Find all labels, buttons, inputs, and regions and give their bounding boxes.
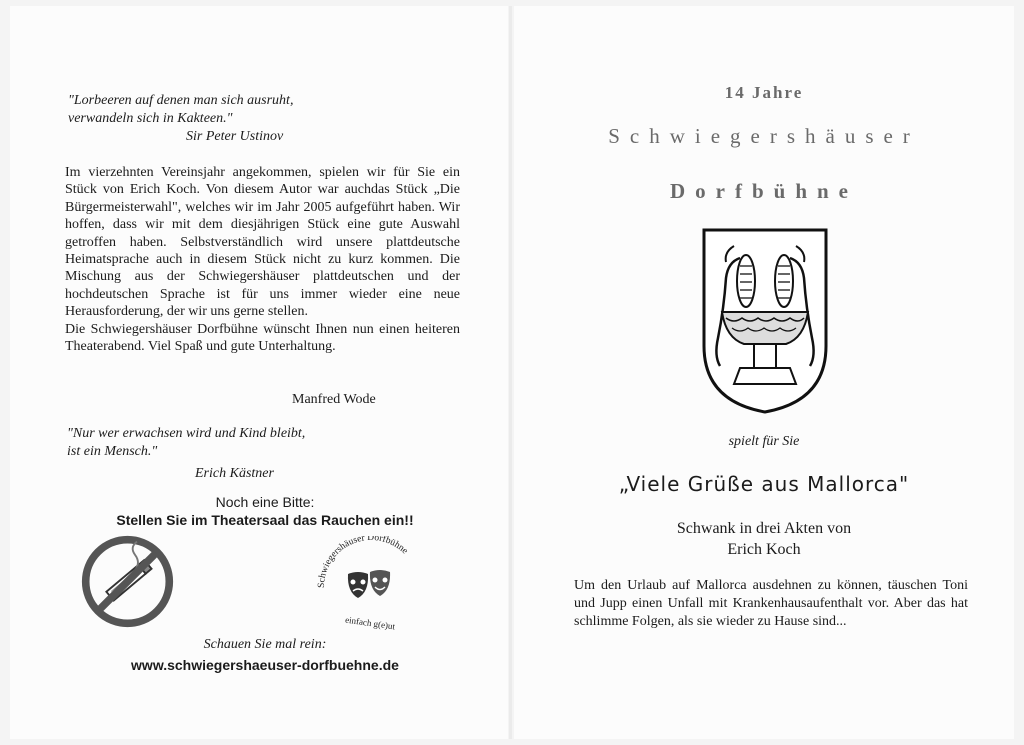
quote1-line2: verwandeln sich in Kakteen."	[68, 111, 233, 126]
quote2-author: Erich Kästner	[195, 466, 274, 481]
quote1-author: Sir Peter Ustinov	[186, 129, 284, 144]
page-fold	[509, 6, 512, 739]
subtitle-line1: Schwank in drei Akten von	[676, 520, 852, 537]
quote1-line1: "Lorbeeren auf denen man sich ausruht,	[68, 93, 294, 108]
quote-ustinov	[68, 92, 368, 146]
logo-arc-text: Schwiegershäuser Dorfbühne	[316, 536, 410, 589]
club-logo	[310, 536, 430, 636]
signature: Manfred Wode	[292, 392, 376, 407]
coat-of-arms-icon	[700, 226, 830, 416]
anniversary-years: 14 Jahre	[724, 83, 804, 102]
logo-motto: einfach g(e)ut	[344, 614, 396, 632]
play-subtitle	[514, 518, 1014, 560]
intro-paragraph-2: Die Schwiegershäuser Dorfbühne wünscht Ihnen nun einen heiteren Theaterabend. Viel Spaß und gute Unterhaltung.	[65, 321, 460, 355]
subtitle-line2: Erich Koch	[727, 541, 801, 558]
play-title: „Viele Grüße aus Mallorca"	[618, 472, 910, 496]
right-page	[514, 6, 1014, 739]
troupe-name-line1: Schwiegershäuser	[608, 124, 920, 148]
website-block	[40, 637, 490, 673]
request-line2: Stellen Sie im Theatersaal das Rauchen ein!!	[116, 512, 414, 528]
request-line1: Noch eine Bitte:	[215, 494, 315, 510]
troupe-name-line2: Dorfbühne	[669, 179, 859, 203]
quote2-line2: ist ein Mensch."	[67, 444, 158, 459]
presents-line: spielt für Sie	[728, 434, 800, 449]
website-link[interactable]: www.schwiegershaeuser-dorfbuehne.de	[131, 657, 399, 673]
visit-line: Schauen Sie mal rein:	[203, 637, 327, 652]
play-synopsis: Um den Urlaub auf Mallorca ausdehnen zu können, täuschen Toni und Jupp einen Unfall mit Krankenhausaufenthalt vor. Aber das hat schlimme Folgen, als sie wieder zu Hause sind...	[574, 578, 968, 629]
no-smoking-icon	[80, 534, 175, 629]
left-page	[10, 6, 508, 739]
smoking-request	[40, 494, 490, 528]
intro-text	[65, 164, 460, 355]
quote2-line1: "Nur wer erwachsen wird und Kind bleibt,	[67, 426, 306, 441]
intro-paragraph-1: Im vierzehnten Vereinsjahr angekommen, spielen wir für Sie ein Stück von Erich Koch. Von diesem Autor war auchdas Stück „Die Bürgermeisterwahl", welches wir im Jahr 2005 aufgeführt haben. Wir hoffen, dass wir mit dem diesjährigen Stück eine gute Auswahl getroffen haben. Selbstverständlich wird unsere plattdeutsche Heimatsprache auch in diesem Stück nicht zu kurz kommen. Die Mischung aus der Schwiegershäuser plattdeutschen und der hochdeutschen Sprache ist für uns immer wieder eine neue Herausforderung, der wir uns gerne stellen.	[65, 165, 460, 320]
quote-kaestner	[67, 425, 367, 483]
theatre-masks-icon	[310, 536, 430, 636]
